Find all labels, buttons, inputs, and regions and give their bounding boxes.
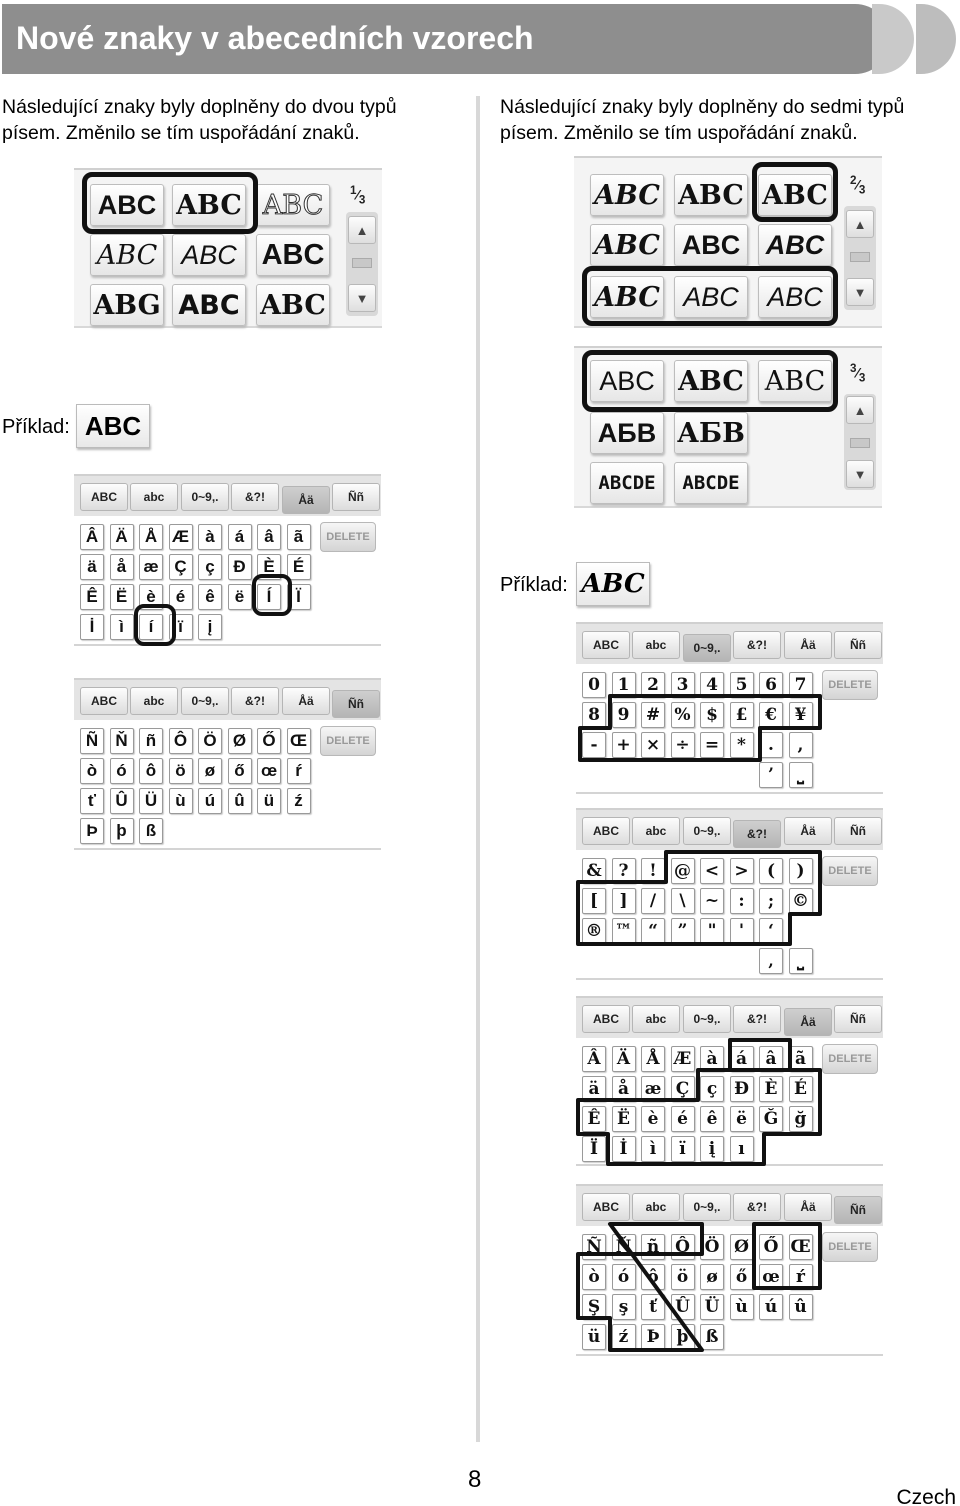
keyboard-tab[interactable]: Ññ [332,483,380,511]
char-key[interactable]: Ô [169,728,193,754]
char-key[interactable]: ö [169,758,193,784]
scroll-thumb[interactable] [352,258,372,268]
char-key[interactable]: 6 [759,672,783,698]
keyboard-panel [576,808,883,980]
char-key[interactable]: ó [110,758,134,784]
keyboard-tab[interactable]: &?! [733,631,781,659]
keyboard-tab[interactable]: abc [130,483,178,511]
keyboard-tab[interactable]: &?! [733,820,781,848]
char-key[interactable]: Ï [582,1136,606,1162]
char-key[interactable]: Ä [110,524,134,550]
char-key[interactable]: Ő [257,728,281,754]
header-tab-decoration [872,4,914,74]
char-key[interactable]: ¥ [789,702,813,728]
char-key[interactable]: ť [80,788,104,814]
font-button[interactable]: ABC [256,184,330,226]
scroll-down-button[interactable]: ▼ [846,278,874,306]
char-key[interactable]: ⎵ [789,948,813,974]
char-key[interactable]: Ş [582,1294,606,1320]
page-total: 3 [858,371,866,385]
keyboard-tab[interactable]: Åä [784,1193,832,1221]
page-indicator: $^2⁄_3$ [850,174,866,197]
char-key[interactable]: ä [582,1076,606,1102]
char-key[interactable]: [ [582,888,606,914]
scroll-down-button[interactable]: ▼ [348,284,376,312]
char-key[interactable]: ç [198,554,222,580]
font-button[interactable]: ABC [90,184,164,226]
char-key[interactable]: Ç [671,1076,695,1102]
char-key[interactable]: è [641,1106,665,1132]
char-key[interactable]: ó [612,1264,636,1290]
keyboard-tab[interactable]: &?! [733,1193,781,1221]
char-key[interactable]: á [228,524,252,550]
char-key[interactable]: Ä [612,1046,636,1072]
char-key[interactable]: ú [198,788,222,814]
keyboard-tab[interactable]: Ññ [834,1005,882,1033]
char-key[interactable]: ë [228,584,252,610]
char-key[interactable]: # [641,702,665,728]
char-key[interactable]: ŕ [287,758,311,784]
font-button[interactable]: ABC [674,224,748,266]
char-key[interactable]: é [169,584,193,610]
char-key[interactable]: ß [139,818,163,844]
page-indicator: $^1⁄_3$ [350,184,366,207]
font-button[interactable]: ABC [256,234,330,276]
char-key[interactable]: Ð [228,554,252,580]
char-key[interactable]: Þ [641,1324,665,1350]
char-key[interactable]: ( [759,858,783,884]
font-button[interactable]: ABC [590,360,664,402]
font-button[interactable]: ABG [90,284,164,326]
font-button[interactable]: ABC [590,224,664,266]
char-key[interactable]: : [730,888,754,914]
left-intro [2,94,397,146]
keyboard-tab-bar [576,622,883,664]
char-key[interactable]: ş [612,1294,636,1320]
char-key[interactable]: ’ [759,762,783,788]
scroll-down-button[interactable]: ▼ [846,460,874,488]
char-key[interactable]: Ë [612,1106,636,1132]
keyboard-panel [576,996,883,1166]
char-key[interactable]: İ [80,614,104,640]
char-key[interactable]: ß [700,1324,724,1350]
font-button[interactable]: ABC [674,360,748,402]
keyboard-tab-bar [576,1184,883,1226]
char-key[interactable]: þ [110,818,134,844]
char-key[interactable]: ë [730,1106,754,1132]
scroll-thumb[interactable] [850,438,870,448]
delete-button[interactable]: DELETE [822,670,878,700]
char-key[interactable]: ź [287,788,311,814]
char-key[interactable]: ê [198,584,222,610]
char-key[interactable]: Ö [198,728,222,754]
char-key[interactable]: \ [671,888,695,914]
char-key[interactable]: æ [139,554,163,580]
char-key[interactable]: ŕ [789,1264,813,1290]
char-key[interactable]: 2 [641,672,665,698]
delete-button[interactable]: DELETE [822,1232,878,1262]
char-key[interactable]: ő [228,758,252,784]
char-key[interactable]: ' [730,918,754,944]
right-intro [500,94,904,146]
char-key[interactable]: í [139,614,163,640]
page-number: 2 [850,174,857,187]
char-key[interactable]: Ô [671,1234,695,1260]
char-key[interactable]: Ü [700,1294,724,1320]
char-key[interactable]: è [139,584,163,610]
page-number: 1 [350,184,357,197]
char-key[interactable]: . [759,732,783,758]
header-bar [2,4,890,74]
char-key[interactable]: ñ [139,728,163,754]
keyboard-tab-bar [74,678,381,720]
char-key[interactable]: ã [287,524,311,550]
keyboard-panel [74,474,381,646]
font-button[interactable]: ABC [758,360,832,402]
char-key[interactable]: © [789,888,813,914]
keyboard-tab-bar [576,808,883,850]
keyboard-tab[interactable]: 0~9,. [683,817,731,845]
font-button[interactable]: ABC [674,276,748,318]
char-key[interactable]: ı [730,1136,754,1162]
keyboard-panel [576,622,883,794]
char-key[interactable]: Ğ [759,1106,783,1132]
keyboard-tab[interactable]: abc [632,631,680,659]
char-key[interactable]: é [671,1106,695,1132]
char-key[interactable]: į [198,614,222,640]
keyboard-tab[interactable]: Ññ [332,690,380,718]
keyboard-tab[interactable]: ABC [582,631,630,659]
font-button[interactable]: ABC [590,276,664,318]
char-key[interactable]: ù [169,788,193,814]
char-key[interactable]: ò [80,758,104,784]
header-tab-decoration [916,4,956,74]
char-key[interactable]: ä [80,554,104,580]
char-key[interactable]: " [700,918,724,944]
delete-button[interactable]: DELETE [822,856,878,886]
keyboard-tab[interactable]: abc [632,1005,680,1033]
char-key[interactable]: ™ [612,918,636,944]
font-button[interactable]: ABC [758,224,832,266]
char-key[interactable]: Ø [228,728,252,754]
scrollbar[interactable] [844,206,876,310]
font-button[interactable]: ABC [172,184,246,226]
char-key[interactable]: Û [671,1294,695,1320]
char-key[interactable]: 0 [582,672,606,698]
font-button[interactable]: ABCDE [590,462,664,504]
font-button[interactable]: АБВ [674,412,748,454]
char-key[interactable]: á [730,1046,754,1072]
char-key[interactable]: ť [641,1294,665,1320]
char-key[interactable]: ê [700,1106,724,1132]
page-total: 3 [358,193,366,207]
keyboard-tab[interactable]: 0~9,. [181,687,229,715]
char-key[interactable]: < [700,858,724,884]
char-key[interactable]: ” [671,918,695,944]
char-key[interactable]: 1 [612,672,636,698]
char-key[interactable]: ö [671,1264,695,1290]
char-key[interactable]: Ň [612,1234,636,1260]
delete-button[interactable]: DELETE [822,1044,878,1074]
char-key[interactable]: ø [700,1264,724,1290]
keyboard-tab[interactable]: Åä [784,817,832,845]
example-label: Příklad: [500,574,568,596]
char-key[interactable]: ] [612,888,636,914]
font-panel-3 [574,346,882,508]
char-key[interactable]: Ň [110,728,134,754]
keyboard-tab[interactable]: 0~9,. [683,1005,731,1033]
char-key[interactable]: É [287,554,311,580]
char-key[interactable]: İ [612,1136,636,1162]
page-title: Nové znaky v abecedních vzorech [16,20,534,56]
char-key[interactable]: 5 [730,672,754,698]
example-value: ABC [76,404,150,448]
keyboard-tab-bar [74,474,381,516]
char-key[interactable]: 8 [582,702,606,728]
keyboard-tab[interactable]: Åä [282,486,330,514]
char-key[interactable]: Œ [789,1234,813,1260]
char-key[interactable]: Â [80,524,104,550]
char-key[interactable]: - [582,732,606,758]
char-key[interactable]: û [228,788,252,814]
keyboard-tab[interactable]: ABC [582,817,630,845]
char-key[interactable]: > [730,858,754,884]
char-key[interactable]: £ [730,702,754,728]
font-button[interactable]: ABC [758,276,832,318]
keyboard-tab[interactable]: abc [130,687,178,715]
char-key[interactable]: þ [671,1324,695,1350]
keyboard-tab[interactable]: Ññ [834,631,882,659]
page-number: 3 [850,362,857,375]
page-number: 8 [468,1466,482,1493]
char-key[interactable]: Ø [730,1234,754,1260]
char-key[interactable]: , [789,732,813,758]
font-button[interactable]: ABC [758,174,832,216]
char-key[interactable]: ù [730,1294,754,1320]
char-key[interactable]: ő [730,1264,754,1290]
char-key[interactable]: È [257,554,281,580]
char-key[interactable]: @ [671,858,695,884]
char-key[interactable]: Ï [287,584,311,610]
char-key[interactable]: à [198,524,222,550]
column-divider [476,96,480,1442]
char-key[interactable]: % [671,702,695,728]
keyboard-tab[interactable]: &?! [231,483,279,511]
char-key[interactable]: ‘ [759,918,783,944]
char-key[interactable]: ğ [789,1106,813,1132]
char-key[interactable]: à [700,1046,724,1072]
char-key[interactable]: ? [612,858,636,884]
char-key[interactable]: Ê [582,1106,606,1132]
char-key[interactable]: * [730,732,754,758]
char-key[interactable]: ì [110,614,134,640]
char-key[interactable]: ò [582,1264,606,1290]
example-label: Příklad: [2,416,70,438]
font-button[interactable]: ABCDE [674,462,748,504]
keyboard-tab[interactable]: abc [632,817,680,845]
font-button[interactable]: ABC [590,174,664,216]
keyboard-tab[interactable]: Åä [282,687,330,715]
char-key[interactable]: Ő [759,1234,783,1260]
keyboard-panel [74,678,381,850]
keyboard-tab[interactable]: abc [632,1193,680,1221]
char-key[interactable]: û [789,1294,813,1320]
keyboard-tab[interactable]: ABC [582,1193,630,1221]
char-key[interactable]: Œ [287,728,311,754]
keyboard-tab[interactable]: 0~9,. [683,1193,731,1221]
char-key[interactable]: ⎵ [789,762,813,788]
char-key[interactable]: “ [641,918,665,944]
char-key[interactable]: ‚ [759,948,783,974]
char-key[interactable]: ô [139,758,163,784]
char-key[interactable]: Ñ [582,1234,606,1260]
char-key[interactable]: ø [198,758,222,784]
char-key[interactable]: Í [257,584,281,610]
char-key[interactable]: 7 [789,672,813,698]
font-button[interactable]: ABC [674,174,748,216]
keyboard-tab[interactable]: &?! [733,1005,781,1033]
char-key[interactable]: Ð [730,1076,754,1102]
char-key[interactable]: ç [700,1076,724,1102]
scrollbar[interactable] [844,394,876,490]
char-key[interactable]: È [759,1076,783,1102]
keyboard-tab[interactable]: 0~9,. [683,634,731,662]
char-key[interactable]: ô [641,1264,665,1290]
scroll-up-button[interactable]: ▲ [846,210,874,238]
keyboard-tab[interactable]: Åä [784,1008,832,1036]
keyboard-tab[interactable]: Åä [784,631,832,659]
keyboard-tab[interactable]: &?! [231,687,279,715]
char-key[interactable]: ï [169,614,193,640]
char-key[interactable]: 4 [700,672,724,698]
char-key[interactable]: $ [700,702,724,728]
char-key[interactable]: â [759,1046,783,1072]
char-key[interactable]: ú [759,1294,783,1320]
delete-button[interactable]: DELETE [320,726,376,756]
keyboard-tab[interactable]: ABC [582,1005,630,1033]
char-key[interactable]: ñ [641,1234,665,1260]
char-key[interactable]: × [641,732,665,758]
char-key[interactable]: ÷ [671,732,695,758]
char-key[interactable]: 3 [671,672,695,698]
char-key[interactable]: É [789,1076,813,1102]
scroll-up-button[interactable]: ▲ [348,216,376,244]
char-key[interactable]: œ [257,758,281,784]
char-key[interactable]: ü [582,1324,606,1350]
example-value: ABC [576,562,650,606]
font-button[interactable]: ABC [172,234,246,276]
char-key[interactable]: Þ [80,818,104,844]
intro-line: Následující znaky byly doplněny do sedmi typů [500,96,905,118]
char-key[interactable]: Ë [110,584,134,610]
intro-line: písem. Změnilo se tím uspořádání znaků. [500,122,858,144]
char-key[interactable]: Ç [169,554,193,580]
font-panel-1 [74,168,382,328]
char-key[interactable]: Ö [700,1234,724,1260]
keyboard-tab[interactable]: 0~9,. [181,483,229,511]
char-key[interactable]: 9 [612,702,636,728]
scrollbar[interactable] [346,212,378,316]
keyboard-panel [576,1184,883,1356]
char-key[interactable]: ® [582,918,606,944]
char-key[interactable]: Å [139,524,163,550]
char-key[interactable]: / [641,888,665,914]
char-key[interactable]: ! [641,858,665,884]
intro-line: písem. Změnilo se tím uspořádání znaků. [2,122,360,144]
char-key[interactable]: Ü [139,788,163,814]
char-key[interactable]: œ [759,1264,783,1290]
scroll-thumb[interactable] [850,252,870,262]
font-panel-2 [574,156,882,328]
char-key[interactable]: ~ [700,888,724,914]
char-key[interactable]: Æ [169,524,193,550]
char-key[interactable]: € [759,702,783,728]
char-key[interactable]: Å [641,1046,665,1072]
char-key[interactable]: ; [759,888,783,914]
keyboard-tab-bar [576,996,883,1038]
char-key[interactable]: Ñ [80,728,104,754]
page-total: 3 [858,183,866,197]
font-button[interactable]: ABC [256,284,330,326]
char-key[interactable]: Â [582,1046,606,1072]
char-key[interactable]: ü [257,788,281,814]
char-key[interactable]: Û [110,788,134,814]
char-key[interactable]: Ê [80,584,104,610]
char-key[interactable]: æ [641,1076,665,1102]
char-key[interactable]: ź [612,1324,636,1350]
char-key[interactable]: â [257,524,281,550]
char-key[interactable]: ì [641,1136,665,1162]
char-key[interactable]: & [582,858,606,884]
font-button[interactable]: АБВ [590,412,664,454]
char-key[interactable]: å [612,1076,636,1102]
intro-line: Následující znaky byly doplněny do dvou typů [2,96,397,118]
char-key[interactable]: = [700,732,724,758]
char-key[interactable]: ) [789,858,813,884]
keyboard-tab[interactable]: ABC [80,483,128,511]
page-indicator: $^3⁄_3$ [850,362,866,385]
language-label: Czech [896,1486,956,1506]
keyboard-tab[interactable]: Ññ [834,1196,882,1224]
char-key[interactable]: į [700,1136,724,1162]
char-key[interactable]: ï [671,1136,695,1162]
char-key[interactable]: Æ [671,1046,695,1072]
font-button[interactable]: ABC [90,234,164,276]
font-button[interactable]: ABC [172,284,246,326]
scroll-up-button[interactable]: ▲ [846,396,874,424]
char-key[interactable]: å [110,554,134,580]
char-key[interactable]: + [612,732,636,758]
keyboard-tab[interactable]: ABC [80,687,128,715]
char-key[interactable]: ã [789,1046,813,1072]
delete-button[interactable]: DELETE [320,522,376,552]
keyboard-tab[interactable]: Ññ [834,817,882,845]
